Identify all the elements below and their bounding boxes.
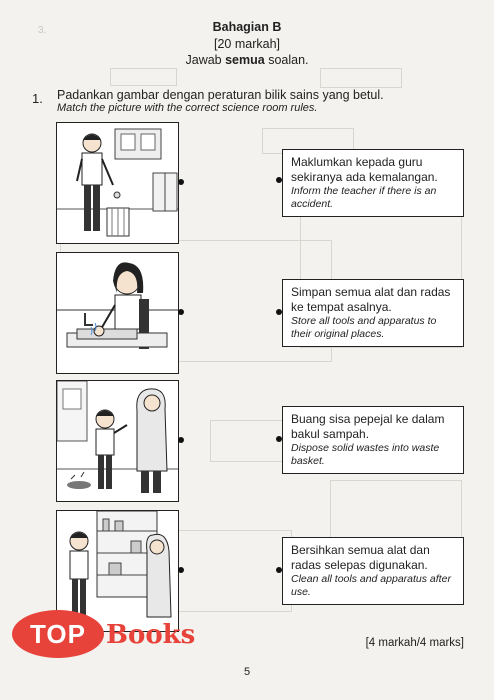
topbooks-logo bbox=[12, 606, 196, 664]
bleed-box bbox=[320, 68, 402, 88]
teacher-and-boy-with-spill-icon bbox=[57, 381, 178, 501]
rule-3-en: Dispose solid wastes into waste basket. bbox=[291, 442, 440, 467]
page-number: 5 bbox=[243, 666, 251, 678]
rule-box-1 bbox=[282, 149, 464, 217]
question-text-ms: Padankan gambar dengan peraturan bilik sains yang betul. bbox=[57, 88, 384, 102]
picture-2 bbox=[56, 252, 179, 374]
picture-1-dot[interactable] bbox=[178, 179, 184, 185]
picture-3-dot[interactable] bbox=[178, 437, 184, 443]
boy-throwing-rubbish-in-bin-icon bbox=[57, 123, 178, 243]
bleed-box bbox=[110, 68, 177, 86]
rule-box-2 bbox=[282, 279, 464, 347]
rule-1-ms: Maklumkan kepada guru sekiranya ada kemalangan. bbox=[291, 155, 438, 184]
logo-badge: TOP bbox=[12, 610, 104, 658]
section-marks: [20 markah] bbox=[213, 37, 280, 51]
rule-box-4 bbox=[282, 537, 464, 605]
picture-1 bbox=[56, 122, 179, 244]
logo-text: Books bbox=[106, 620, 196, 650]
picture-3 bbox=[56, 380, 179, 502]
picture-2-dot[interactable] bbox=[178, 309, 184, 315]
rule-box-3 bbox=[282, 406, 464, 474]
rule-2-en: Store all tools and apparatus to their original places. bbox=[291, 315, 437, 340]
marks-label: [4 markah/4 marks] bbox=[365, 637, 464, 649]
question-number: 1. bbox=[32, 91, 43, 106]
rule-4-ms: Bersihkan semua alat dan radas selepas digunakan. bbox=[291, 543, 430, 572]
bleed-text: 3. bbox=[38, 25, 47, 36]
picture-4-dot[interactable] bbox=[178, 567, 184, 573]
girl-washing-hands-at-sink-icon bbox=[57, 253, 178, 373]
rule-4-en: Clean all tools and apparatus after use. bbox=[291, 573, 451, 598]
rule-2-ms: Simpan semua alat dan radas ke tempat asalnya. bbox=[291, 285, 451, 314]
question-text-en: Match the picture with the correct science room rules. bbox=[57, 102, 318, 114]
instruction: Jawab semua soalan. bbox=[185, 53, 309, 67]
rule-1-en: Inform the teacher if there is an accident. bbox=[291, 185, 437, 210]
rule-3-ms: Buang sisa pepejal ke dalam bakul sampah. bbox=[291, 412, 445, 441]
section-title: Bahagian B bbox=[212, 20, 282, 34]
